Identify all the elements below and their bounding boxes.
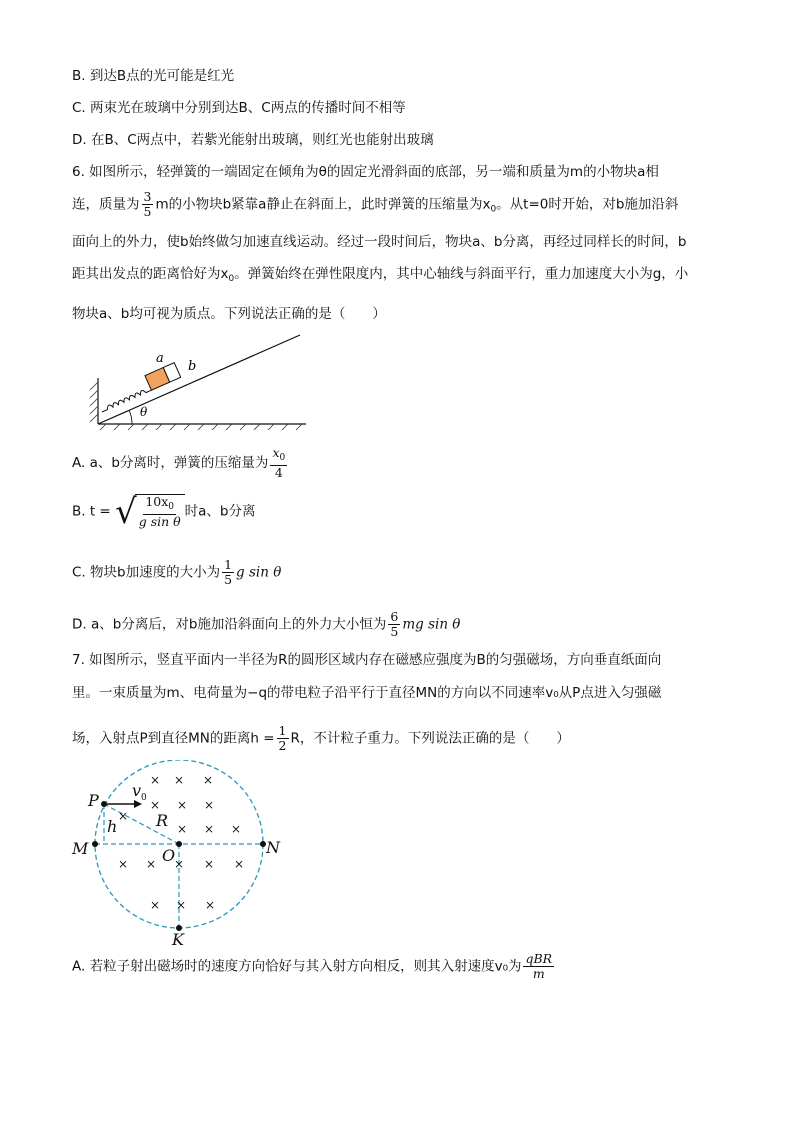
magnetic-field-diagram: [66, 760, 296, 950]
angle-arc: [129, 410, 132, 424]
q6-stem-line2-part1: 连，质量为: [72, 196, 140, 213]
cross-mark: ×: [174, 857, 185, 871]
fraction-one-half: [277, 724, 289, 753]
fraction-numerator: 3: [143, 189, 152, 204]
cross-mark: ×: [234, 857, 245, 871]
q6-stem-line2-part2: m的小物块b紧靠a静止在斜面上，此时弹簧的压缩量为x: [155, 196, 491, 213]
cross-mark: ×: [150, 798, 161, 812]
q5-option-c: C. 两束光在玻璃中分别到达B、C两点的传播时间不相等: [72, 100, 406, 116]
fraction-denominator: g sin θ: [138, 514, 181, 529]
q6-option-c-text: C. 物块b加速度的大小为: [72, 564, 221, 581]
q5-option-d: D. 在B、C两点中，若紫光能射出玻璃，则红光也能射出玻璃: [72, 132, 434, 148]
subscript-zero: 0: [279, 453, 286, 463]
label-h: h: [107, 817, 118, 836]
q6-option-d-text: D. a、b分离后，对b施加沿斜面向上的外力大小恒为: [72, 616, 387, 633]
q6-stem-line2-part3: 。从t=0时开始，对b施加沿斜: [496, 196, 679, 213]
ground-hatching: [100, 424, 302, 430]
incline-diagram: [70, 330, 310, 430]
wall-hatching: [90, 382, 98, 422]
radical-sign: √: [115, 491, 137, 532]
cross-mark: ×: [204, 822, 215, 836]
label-theta: θ: [140, 405, 148, 419]
q5-option-b: B. 到达B点的光可能是红光: [72, 68, 235, 84]
fraction-x0-over-4: [270, 446, 287, 480]
q6-stem-line5: 物块a、b均可视为质点。下列说法正确的是（ ）: [72, 306, 386, 322]
q7-stem-line2: 里。一束质量为m、电荷量为−q的带电粒子沿平行于直径MN的方向以不同速率v₀从P点进入匀强磁: [72, 685, 662, 701]
label-b: b: [188, 359, 197, 374]
fraction-numerator: 6: [390, 609, 399, 624]
q6-stem-line4-part1: 距其出发点的距离恰好为x: [72, 266, 229, 282]
expr-mgsin: mg sin θ: [402, 616, 461, 633]
q6-stem-line1: 6. 如图所示，轻弹簧的一端固定在倾角为θ的固定光滑斜面的底部，另一端和质量为m的小物块a相: [72, 164, 659, 180]
subscript-zero: 0: [490, 204, 497, 215]
expr-gsin: g sin θ: [236, 564, 282, 581]
subscript-zero: 0: [168, 502, 175, 512]
var-x: x: [272, 445, 280, 460]
q6-stem-line4-part2: 。弹簧始终在弹性限度内，其中心轴线与斜面平行，重力加速度大小为g，小: [234, 266, 689, 282]
fraction-10x0-over-gsin: [137, 495, 183, 529]
fraction-six-fifths: [388, 610, 400, 639]
q6-option-b-prefix: B. t =: [72, 503, 111, 520]
q7-stem-line3-part2: R，不计粒子重力。下列说法正确的是（ ）: [290, 730, 570, 747]
label-k: K: [172, 930, 184, 949]
cross-mark: ×: [118, 857, 129, 871]
fraction-one-fifth: [222, 558, 234, 587]
cross-mark: ×: [150, 773, 161, 787]
point-m: [92, 841, 98, 847]
cross-mark: ×: [174, 773, 185, 787]
cross-mark: ×: [205, 898, 216, 912]
cross-mark: ×: [150, 898, 161, 912]
cross-mark: ×: [176, 898, 187, 912]
fraction-denominator: 2: [278, 738, 287, 753]
fraction-denominator: 5: [143, 204, 152, 219]
fraction-denominator: 5: [390, 624, 399, 639]
cross-mark: ×: [146, 857, 157, 871]
q6-option-b: [72, 491, 256, 532]
q6-stem-line2: [72, 190, 678, 220]
numerator-text: 10x: [145, 494, 169, 509]
cross-mark: ×: [204, 857, 215, 871]
label-v0: v: [132, 781, 142, 800]
point-o: [176, 841, 182, 847]
q7-stem-line3: [72, 724, 570, 753]
q6-option-a: [72, 446, 289, 480]
label-m: M: [72, 839, 89, 858]
fraction-three-fifths: [142, 190, 154, 219]
label-r: R: [156, 811, 169, 830]
incline-surface: [98, 335, 300, 424]
fraction-numerator: 1: [224, 557, 233, 572]
cross-mark: ×: [203, 773, 214, 787]
cross-mark: ×: [204, 798, 215, 812]
cross-mark: ×: [231, 822, 242, 836]
cross-mark: ×: [118, 809, 129, 823]
q7-option-a: [72, 952, 556, 981]
label-o: O: [162, 846, 176, 865]
q7-stem-line1: 7. 如图所示，竖直平面内一半径为R的圆形区域内存在磁感应强度为B的匀强磁场，方向垂直纸面向: [72, 652, 662, 668]
fraction-numerator: 1: [278, 723, 287, 738]
point-p: [101, 801, 107, 807]
q6-option-c: [72, 558, 281, 587]
fraction-denominator: m: [532, 966, 545, 981]
cross-mark: ×: [177, 798, 188, 812]
fraction-denominator: 5: [224, 572, 233, 587]
fraction-qbr-over-m: [523, 952, 554, 981]
spring: [96, 363, 181, 412]
radicand: [135, 494, 185, 529]
label-n: N: [266, 838, 280, 857]
fraction-numerator: [270, 446, 287, 466]
q6-stem-line4: [72, 264, 688, 289]
label-a: a: [156, 351, 164, 366]
q7-stem-line3-part1: 场，入射点P到直径MN的距离h =: [72, 730, 275, 747]
q6-option-d: [72, 610, 460, 639]
label-v0-subscript: 0: [141, 793, 147, 803]
q7-option-a-text: A. 若粒子射出磁场时的速度方向恰好与其入射方向相反，则其入射速度v₀为: [72, 958, 522, 975]
cross-mark: ×: [177, 822, 188, 836]
fraction-numerator: qBR: [525, 951, 553, 966]
subscript-zero: 0: [228, 274, 235, 284]
fraction-denominator: 4: [274, 465, 283, 480]
fraction-numerator: [143, 495, 176, 515]
label-p: P: [88, 791, 99, 810]
q6-stem-line3: 面向上的外力，使b始终做匀加速直线运动。经过一段时间后，物块a、b分离，再经过同样长的时间，b: [72, 234, 687, 250]
q6-option-b-suffix: 时a、b分离: [184, 503, 256, 520]
q6-option-a-text: A. a、b分离时，弹簧的压缩量为: [72, 455, 269, 471]
sqrt-expression: [115, 491, 185, 532]
